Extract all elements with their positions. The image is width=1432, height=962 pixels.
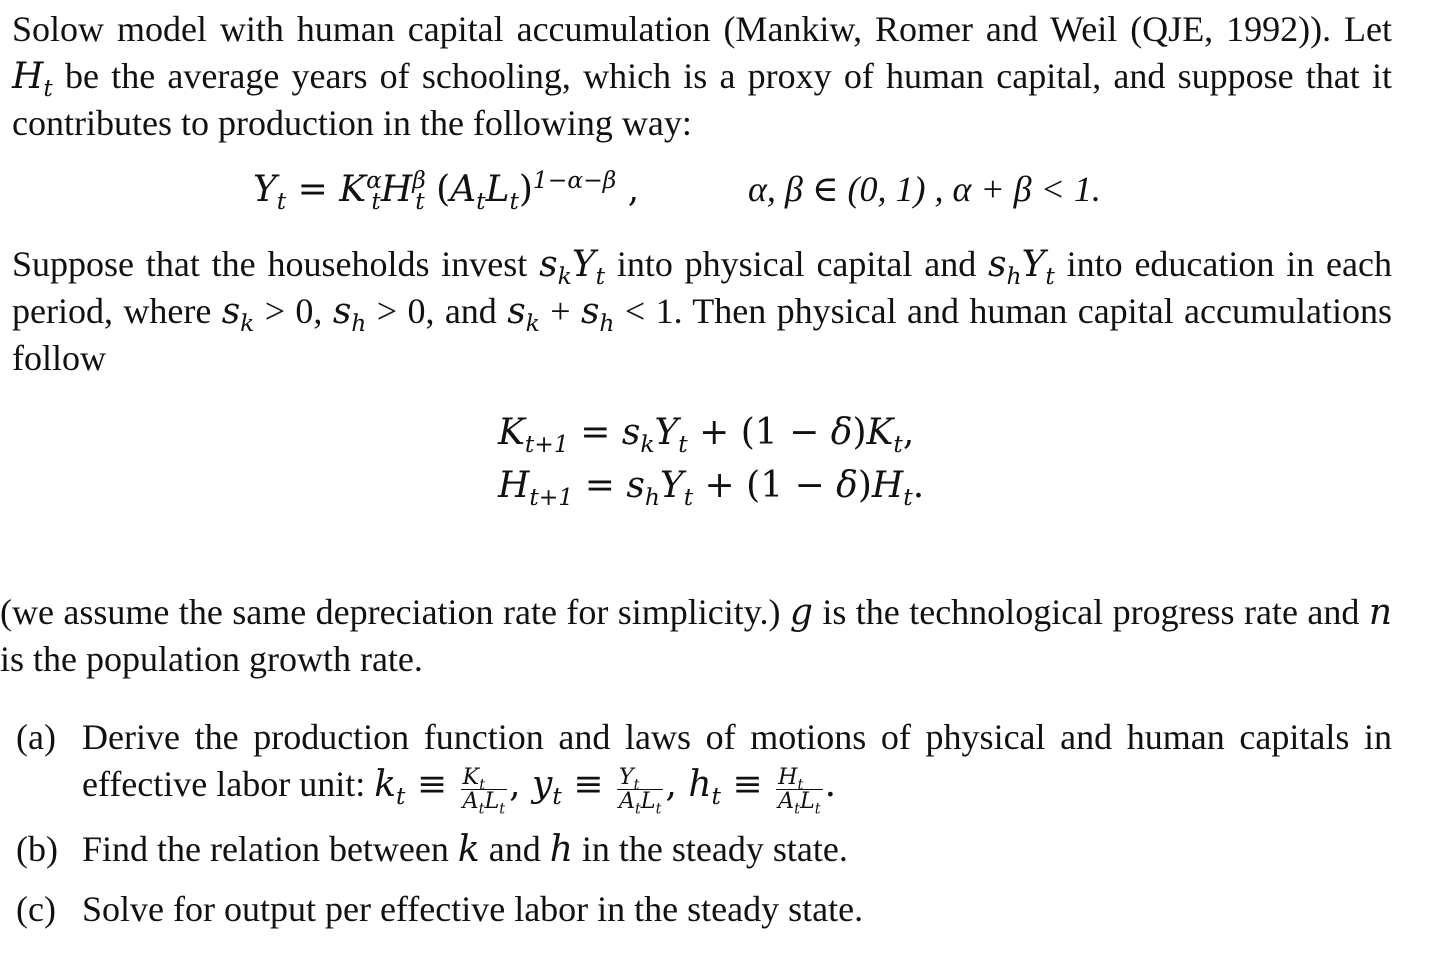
parameter-conditions: α, β ∈ (0, 1) , α + β < 1. [748,169,1101,209]
production-function: $Y_t = K^\alpha_tH^\beta_t$ $(A_tL_t)^{1-\alpha-\beta}$ , [253,166,640,216]
question-c-label: (c) [16,889,56,929]
human-capital-accumulation: $H_{t+1} = s_hY_t + (1 - \delta)H_t$. [498,465,925,512]
question-a-label: (a) [16,717,56,757]
var-H: $H_t$ [12,56,53,103]
question-b: (b) Find the relation between k and h in the steady state. [12,826,1392,886]
fraction-k: $\frac{K_t}{A_tL_t}$ [462,763,506,818]
intro-text-1: Solow model with human capital accumulation (Mankiw, Romer and Weil (QJE, 1992)). Let [12,9,1392,49]
intro-text-2: be the average years of schooling, which is a proxy of human capital, and suppose that it contributes to production in the following way: [12,56,1392,143]
question-a: (a) Derive the production function and laws of motions of physical and human capitals in effective labor unit: $k_t$ ≡ $\frac{K_t}{A_tL_t}$ , $y_t$ ≡ $\frac{Y_t}{A_tL_t}$ , $h_t$ ≡ $\frac{H_t}{A_tL_t}$ . [12,714,1392,822]
question-a-text: Derive the production function and laws of motions of physical and human capitals in effective labor unit: [82,717,1392,804]
fraction-y: $\frac{Y_t}{A_tL_t}$ [618,763,662,818]
question-b-label: (b) [16,829,58,869]
question-c-text: Solve for output per effective labor in the steady state. [82,889,864,929]
question-c [12,886,1392,933]
fraction-h: $\frac{H_t}{A_tL_t}$ [777,763,821,818]
assumption-paragraph: (we assume the same depreciation rate for simplicity.) g is the technological progress rate and n is the population growth rate. [0,592,1392,679]
investment-paragraph: Suppose that the households invest $s_kY_t$ into physical capital and $s_hY_t$ into education in each period, where $s_k > 0$, $s_h > 0$, and $s_k + s_h < 1$. Then physical and human capital accumulations follow [12,244,1392,378]
physical-capital-accumulation: $K_{t+1} = s_kY_t + (1 - \delta)K_t$, [498,412,915,459]
intro-paragraph [12,6,1392,147]
question-list [12,714,1392,933]
